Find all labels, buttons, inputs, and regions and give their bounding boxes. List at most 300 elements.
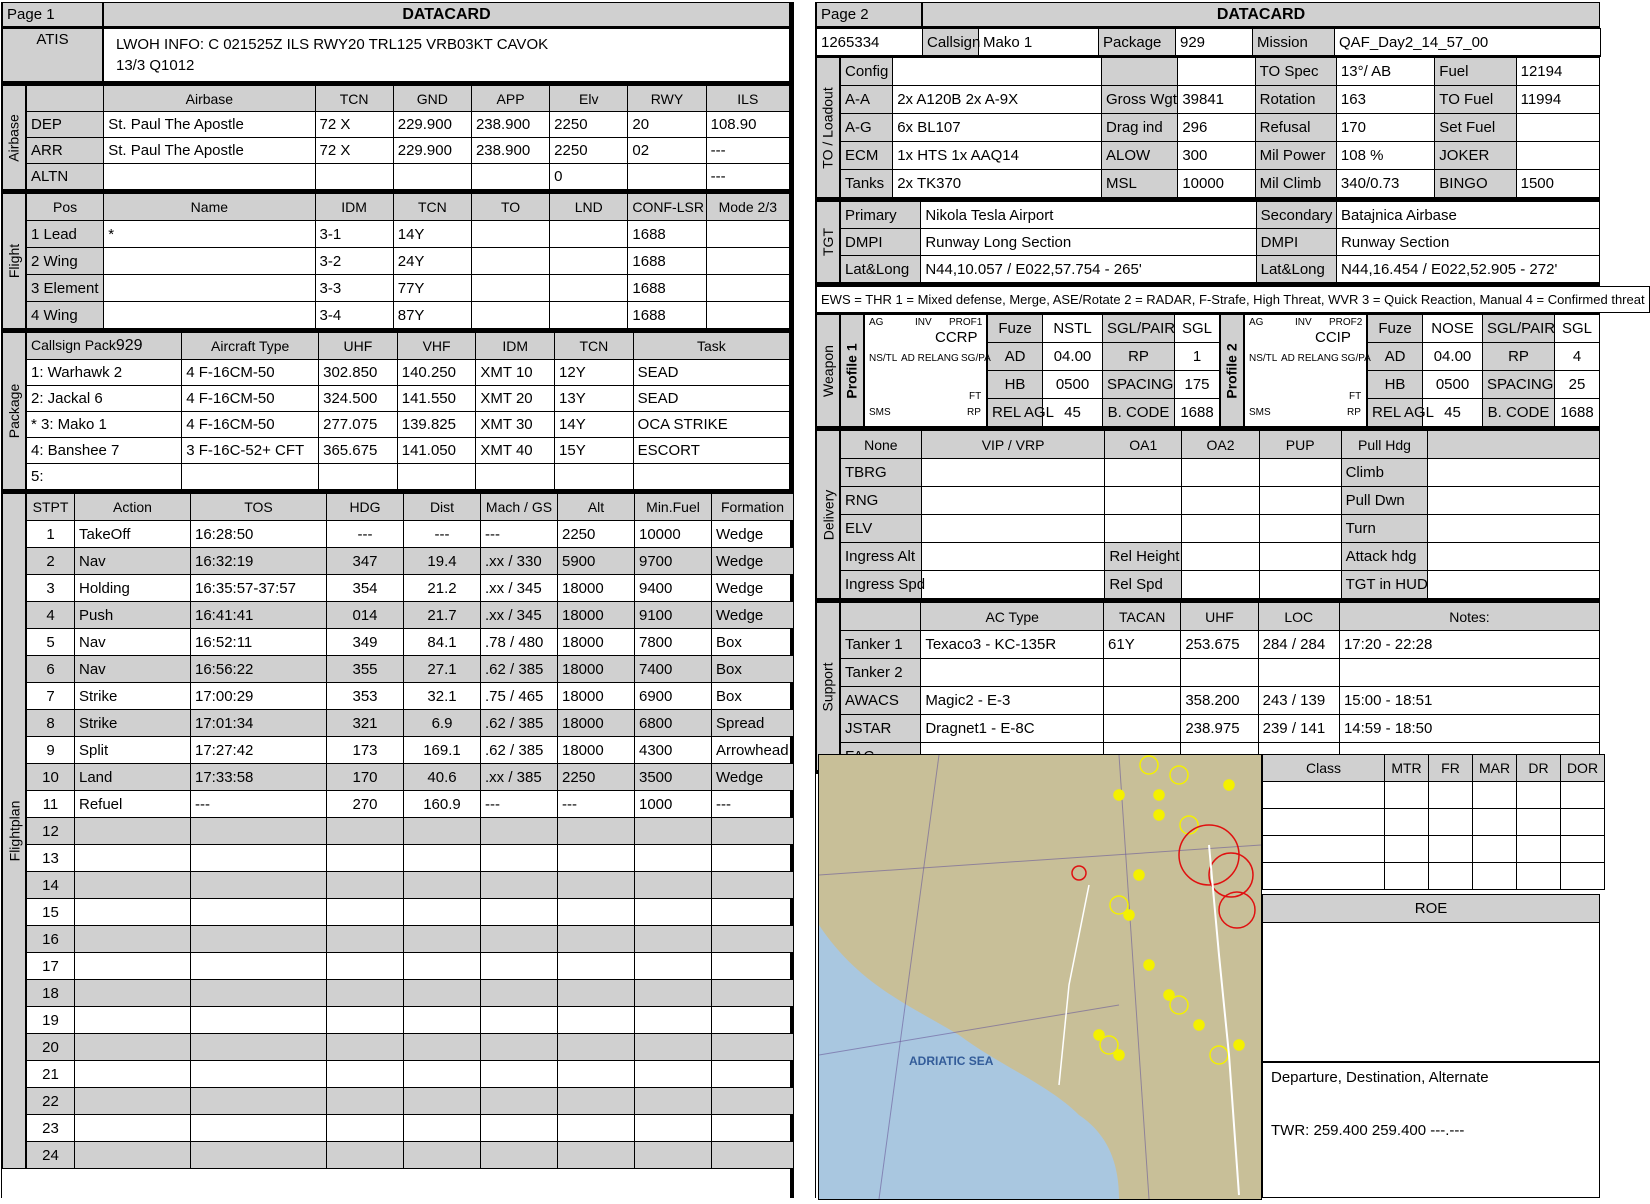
table-cell [1259, 571, 1341, 599]
table-cell: 302.850 [319, 360, 398, 386]
table-row [27, 845, 794, 872]
table-cell: TO Spec [1255, 58, 1336, 86]
table-cell [635, 926, 712, 953]
column-header [841, 603, 921, 631]
table-cell: Tanks [841, 170, 893, 198]
table-row [841, 58, 1600, 86]
table-cell: --- [558, 791, 635, 818]
sam-marker [1154, 790, 1164, 800]
table-row [988, 371, 1220, 399]
mfd-label: SG/PA [961, 353, 991, 364]
table-cell: 4300 [635, 737, 712, 764]
mfd-label: FT [1349, 391, 1362, 402]
table-cell [404, 1007, 481, 1034]
package-table [26, 332, 790, 490]
table-cell: 238.900 [471, 112, 549, 138]
table-cell [75, 953, 191, 980]
table-cell [921, 459, 1105, 487]
table-row [27, 275, 790, 302]
profile1-label: Profile 1 [840, 314, 864, 427]
table-cell [191, 980, 327, 1007]
table-cell: Dragnet1 - E-8C [921, 715, 1104, 743]
map-sea-label: ADRIATIC SEA [909, 1054, 994, 1068]
flight-section [2, 193, 790, 332]
table-cell: 4 [1555, 343, 1600, 371]
callsign-pack-header [27, 333, 182, 360]
table-cell [712, 953, 794, 980]
table-cell: 4 [27, 602, 75, 629]
column-header: OA2 [1182, 431, 1260, 459]
column-header: Aircraft Type [182, 333, 319, 360]
table-row [27, 138, 790, 164]
table-cell [635, 872, 712, 899]
table-row [27, 1088, 794, 1115]
mfd-label: RP [1347, 407, 1361, 418]
table-cell: Land [75, 764, 191, 791]
table-cell: 72 X [315, 112, 393, 138]
table-cell: 6900 [635, 683, 712, 710]
table-cell: 108.90 [706, 112, 789, 138]
table-cell: Secondary [1256, 202, 1336, 229]
table-cell: 18000 [558, 575, 635, 602]
table-cell: Set Fuel [1435, 114, 1516, 142]
table-cell: ELV [841, 515, 922, 543]
table-cell: JOKER [1435, 142, 1516, 170]
table-cell [635, 1142, 712, 1169]
table-row [27, 164, 790, 190]
table-row [27, 360, 790, 386]
table-cell [550, 248, 628, 275]
table-row [27, 791, 794, 818]
table-cell: 17 [27, 953, 75, 980]
table-cell [1263, 782, 1385, 809]
smsmfd-display [1244, 314, 1371, 427]
table-cell: 9 [27, 737, 75, 764]
table-row [1263, 809, 1605, 836]
page-2 [815, 2, 1645, 1198]
column-header: TO [471, 194, 549, 221]
weapon-side-label: Weapon [816, 314, 840, 427]
table-cell: 15Y [555, 438, 634, 464]
table-cell: XMT 30 [476, 412, 555, 438]
table-cell [706, 248, 789, 275]
table-cell: 7400 [635, 656, 712, 683]
table-row [841, 631, 1600, 659]
table-cell: Runway Long Section [921, 229, 1256, 256]
table-cell [1429, 782, 1473, 809]
table-cell: Lat&Long [841, 256, 921, 283]
column-header: DR [1517, 755, 1561, 782]
table-cell: Wedge [712, 764, 794, 791]
table-cell [712, 1088, 794, 1115]
table-cell: Turn [1341, 515, 1428, 543]
weapon-profile2 [1220, 314, 1600, 427]
table-cell: 4 F-16CM-50 [182, 360, 319, 386]
page-title: DATACARD [922, 2, 1600, 27]
table-cell: 17:20 - 22:28 [1339, 631, 1599, 659]
table-cell: 3-3 [315, 275, 393, 302]
table-cell [558, 1034, 635, 1061]
table-cell [191, 926, 327, 953]
table-cell [1182, 487, 1260, 515]
table-row [27, 683, 794, 710]
table-cell: Drag ind [1102, 114, 1178, 142]
table-cell [327, 1088, 404, 1115]
table-row [1263, 863, 1605, 890]
table-cell: 17:33:58 [191, 764, 327, 791]
column-header: RWY [628, 86, 706, 112]
table-cell: Climb [1341, 459, 1428, 487]
table-cell [471, 221, 549, 248]
table-cell: 160.9 [404, 791, 481, 818]
delivery-side-label: Delivery [816, 430, 840, 599]
column-header: None [841, 431, 922, 459]
table-cell: 12Y [555, 360, 634, 386]
table-cell [397, 464, 476, 490]
table-cell: 10000 [1178, 170, 1255, 198]
table-cell: 355 [327, 656, 404, 683]
table-cell: 141.050 [397, 438, 476, 464]
table-cell: 84.1 [404, 629, 481, 656]
table-cell [558, 845, 635, 872]
table-cell: --- [191, 791, 327, 818]
table-cell: 18000 [558, 683, 635, 710]
table-cell: SGL/PAIR [1483, 315, 1555, 343]
table-cell [1516, 114, 1599, 142]
table-cell: 16:32:19 [191, 548, 327, 575]
mfd-label: AD RELANG [901, 353, 959, 364]
table-header-row [841, 431, 1600, 459]
table-cell [327, 845, 404, 872]
table-cell: 13°/ AB [1336, 58, 1434, 86]
table-cell: 15:00 - 18:51 [1339, 687, 1599, 715]
table-cell: 3-4 [315, 302, 393, 329]
table-cell: 1: Warhawk 2 [27, 360, 182, 386]
mfd-label: AG [1249, 317, 1264, 328]
table-cell: 12 [27, 818, 75, 845]
table-cell: 1 [1175, 343, 1220, 371]
table-cell [75, 1115, 191, 1142]
table-cell: 16:35:57-37:57 [191, 575, 327, 602]
table-cell: 72 X [315, 138, 393, 164]
column-header: Airbase [104, 86, 315, 112]
table-cell: JSTAR [841, 715, 921, 743]
sam-marker [1134, 870, 1144, 880]
table-cell: 3 Element [27, 275, 104, 302]
table-cell [555, 464, 634, 490]
page-title: DATACARD [103, 2, 790, 27]
table-row [27, 737, 794, 764]
table-cell: Wedge [712, 602, 794, 629]
table-cell: 929 [1176, 29, 1253, 57]
table-cell: XMT 20 [476, 386, 555, 412]
table-cell: 9400 [635, 575, 712, 602]
table-cell: REL AGL [1368, 399, 1423, 427]
table-cell [75, 1007, 191, 1034]
table-cell: Nikola Tesla Airport [921, 202, 1256, 229]
column-header: Pull Hdg [1341, 431, 1428, 459]
table-cell [558, 818, 635, 845]
column-header: MTR [1385, 755, 1429, 782]
table-cell: 1688 [628, 221, 706, 248]
table-cell [327, 1061, 404, 1088]
table-cell [558, 953, 635, 980]
column-header: HDG [327, 494, 404, 521]
page-label: Page 1 [2, 2, 103, 27]
table-cell: TakeOff [75, 521, 191, 548]
table-row [841, 202, 1600, 229]
callsign-pack-label: Callsign Pack [31, 337, 116, 353]
table-cell [1517, 809, 1561, 836]
table-cell [1473, 809, 1517, 836]
table-cell [75, 980, 191, 1007]
table-cell: 61Y [1104, 631, 1181, 659]
table-cell: St. Paul The Apostle [104, 112, 315, 138]
smsmfd-display [864, 314, 991, 427]
table-cell: 108 % [1336, 142, 1434, 170]
table-cell: 340/0.73 [1336, 170, 1434, 198]
column-header: APP [471, 86, 549, 112]
sam-marker [1224, 780, 1234, 790]
table-cell [921, 543, 1105, 571]
table-cell [481, 872, 558, 899]
table-cell [1263, 809, 1385, 836]
sam-marker [1194, 1020, 1204, 1030]
table-cell: Rotation [1255, 86, 1336, 114]
table-cell [1263, 863, 1385, 890]
table-cell [104, 248, 315, 275]
table-cell: Config [841, 58, 893, 86]
table-cell [1181, 659, 1258, 687]
table-cell [558, 1088, 635, 1115]
column-header: Pos [27, 194, 104, 221]
table-row [27, 629, 794, 656]
table-cell [1473, 863, 1517, 890]
table-cell [558, 899, 635, 926]
table-cell: 1000 [635, 791, 712, 818]
table-cell: 7800 [635, 629, 712, 656]
column-header: STPT [27, 494, 75, 521]
table-cell: 10 [27, 764, 75, 791]
table-cell [191, 818, 327, 845]
table-cell: AWACS [841, 687, 921, 715]
table-cell: ALTN [27, 164, 104, 190]
table-cell [1182, 571, 1260, 599]
column-header: AC Type [921, 603, 1104, 631]
table-cell: 170 [327, 764, 404, 791]
table-cell: Ingress Spd [841, 571, 922, 599]
delivery-table [840, 430, 1600, 599]
table-cell: 8 [27, 710, 75, 737]
map-view[interactable] [818, 754, 1262, 1200]
table-cell: 3-2 [315, 248, 393, 275]
weapon-settings-table [1367, 314, 1600, 427]
table-row [841, 515, 1600, 543]
column-header: LND [550, 194, 628, 221]
table-cell: 014 [327, 602, 404, 629]
table-cell: 1688 [628, 248, 706, 275]
table-cell: SGL [1555, 315, 1600, 343]
table-cell: 19.4 [404, 548, 481, 575]
table-cell: 2x TK370 [893, 170, 1102, 198]
table-cell: Holding [75, 575, 191, 602]
table-cell [1385, 782, 1429, 809]
table-cell: Pull Dwn [1341, 487, 1428, 515]
column-header: TOS [191, 494, 327, 521]
dda-block [1262, 1062, 1600, 1198]
table-cell: 0500 [1423, 371, 1483, 399]
table-cell [481, 980, 558, 1007]
mfd-label: PROF2 [1329, 317, 1363, 328]
table-cell: Wedge [712, 575, 794, 602]
table-cell: DEP [27, 112, 104, 138]
table-cell [712, 1061, 794, 1088]
table-cell: 2250 [550, 112, 628, 138]
table-cell [635, 845, 712, 872]
table-cell: AD [1368, 343, 1423, 371]
mfd-label: RP [967, 407, 981, 418]
mfd-label: INV [1295, 317, 1312, 328]
table-cell [404, 1088, 481, 1115]
airbase-section [2, 85, 790, 193]
table-cell: ESCORT [633, 438, 789, 464]
table-cell: Arrowhead [712, 737, 794, 764]
column-header: IDM [315, 194, 393, 221]
table-cell: 284 / 284 [1258, 631, 1339, 659]
column-header: TCN [393, 194, 471, 221]
table-row [27, 575, 794, 602]
table-cell: 253.675 [1181, 631, 1258, 659]
table-cell: Lat&Long [1256, 256, 1336, 283]
table-cell [327, 818, 404, 845]
table-cell: 14 [27, 872, 75, 899]
column-header: PUP [1259, 431, 1341, 459]
table-row [27, 899, 794, 926]
mfd-label: INV [915, 317, 932, 328]
table-cell: 3-1 [315, 221, 393, 248]
table-row [1368, 399, 1600, 427]
column-header: UHF [1181, 603, 1258, 631]
table-cell [404, 845, 481, 872]
sam-marker [1144, 960, 1154, 970]
table-cell: 17:00:29 [191, 683, 327, 710]
table-cell: Refuel [75, 791, 191, 818]
sam-marker [1164, 990, 1174, 1000]
table-cell: Strike [75, 683, 191, 710]
column-header: TCN [555, 333, 634, 360]
table-cell [404, 953, 481, 980]
column-header: Min.Fuel [635, 494, 712, 521]
table-cell [1428, 459, 1600, 487]
table-cell [327, 953, 404, 980]
flightplan-section [2, 493, 790, 1169]
table-cell [75, 1088, 191, 1115]
table-cell: Nav [75, 656, 191, 683]
table-cell: 45 [1043, 399, 1103, 427]
table-cell [712, 845, 794, 872]
table-cell: Ingress Alt [841, 543, 922, 571]
support-table [840, 602, 1600, 771]
table-cell: 77Y [393, 275, 471, 302]
table-cell [706, 275, 789, 302]
table-cell: Strike [75, 710, 191, 737]
table-cell: Package [1099, 29, 1176, 57]
table-cell: Wedge [712, 521, 794, 548]
table-cell: SGL/PAIR [1103, 315, 1175, 343]
atis-info [103, 28, 790, 82]
flightplan-side-label: Flightplan [2, 493, 26, 1169]
table-cell: Mil Power [1255, 142, 1336, 170]
table-row [27, 412, 790, 438]
table-cell [1105, 459, 1182, 487]
table-cell: 1500 [1516, 170, 1599, 198]
table-cell: Magic2 - E-3 [921, 687, 1104, 715]
threat-table [1262, 754, 1605, 890]
table-cell [558, 926, 635, 953]
table-cell [191, 1034, 327, 1061]
table-cell: 11994 [1516, 86, 1599, 114]
table-cell [635, 818, 712, 845]
table-cell [550, 221, 628, 248]
column-header: FR [1429, 755, 1473, 782]
table-cell [558, 1061, 635, 1088]
table-cell [191, 872, 327, 899]
table-cell: 238.975 [1181, 715, 1258, 743]
table-row [27, 818, 794, 845]
table-cell: * [104, 221, 315, 248]
table-header-row [1263, 755, 1605, 782]
table-cell [404, 872, 481, 899]
table-cell [1428, 487, 1600, 515]
table-cell: Batajnica Airbase [1336, 202, 1599, 229]
airbase-side-label: Airbase [2, 85, 26, 190]
table-cell: 175 [1175, 371, 1220, 399]
column-header: Task [633, 333, 789, 360]
table-cell [182, 464, 319, 490]
column-header: Mach / GS [481, 494, 558, 521]
table-cell [921, 571, 1105, 599]
column-header: IDM [476, 333, 555, 360]
table-cell [471, 275, 549, 302]
table-cell [1429, 836, 1473, 863]
table-cell [481, 1142, 558, 1169]
table-cell [481, 926, 558, 953]
table-cell [404, 1142, 481, 1169]
table-cell [327, 926, 404, 953]
table-cell [635, 1115, 712, 1142]
table-cell [1385, 809, 1429, 836]
table-cell: 1688 [628, 275, 706, 302]
column-header: GND [393, 86, 471, 112]
table-cell: 17:01:34 [191, 710, 327, 737]
table-cell [191, 1061, 327, 1088]
column-header: Alt [558, 494, 635, 521]
target-side-label: TGT [816, 201, 840, 283]
column-header [27, 86, 104, 112]
table-cell: --- [327, 521, 404, 548]
table-cell: 14Y [393, 221, 471, 248]
table-cell: Refusal [1255, 114, 1336, 142]
table-cell: NSTL [1043, 315, 1103, 343]
mfd-label: SMS [1249, 407, 1271, 418]
profile2-label: Profile 2 [1220, 314, 1244, 427]
table-cell [104, 275, 315, 302]
table-cell [712, 818, 794, 845]
roe-block [1262, 894, 1600, 1062]
table-cell: OCA STRIKE [633, 412, 789, 438]
table-cell [1517, 836, 1561, 863]
table-row [27, 548, 794, 575]
